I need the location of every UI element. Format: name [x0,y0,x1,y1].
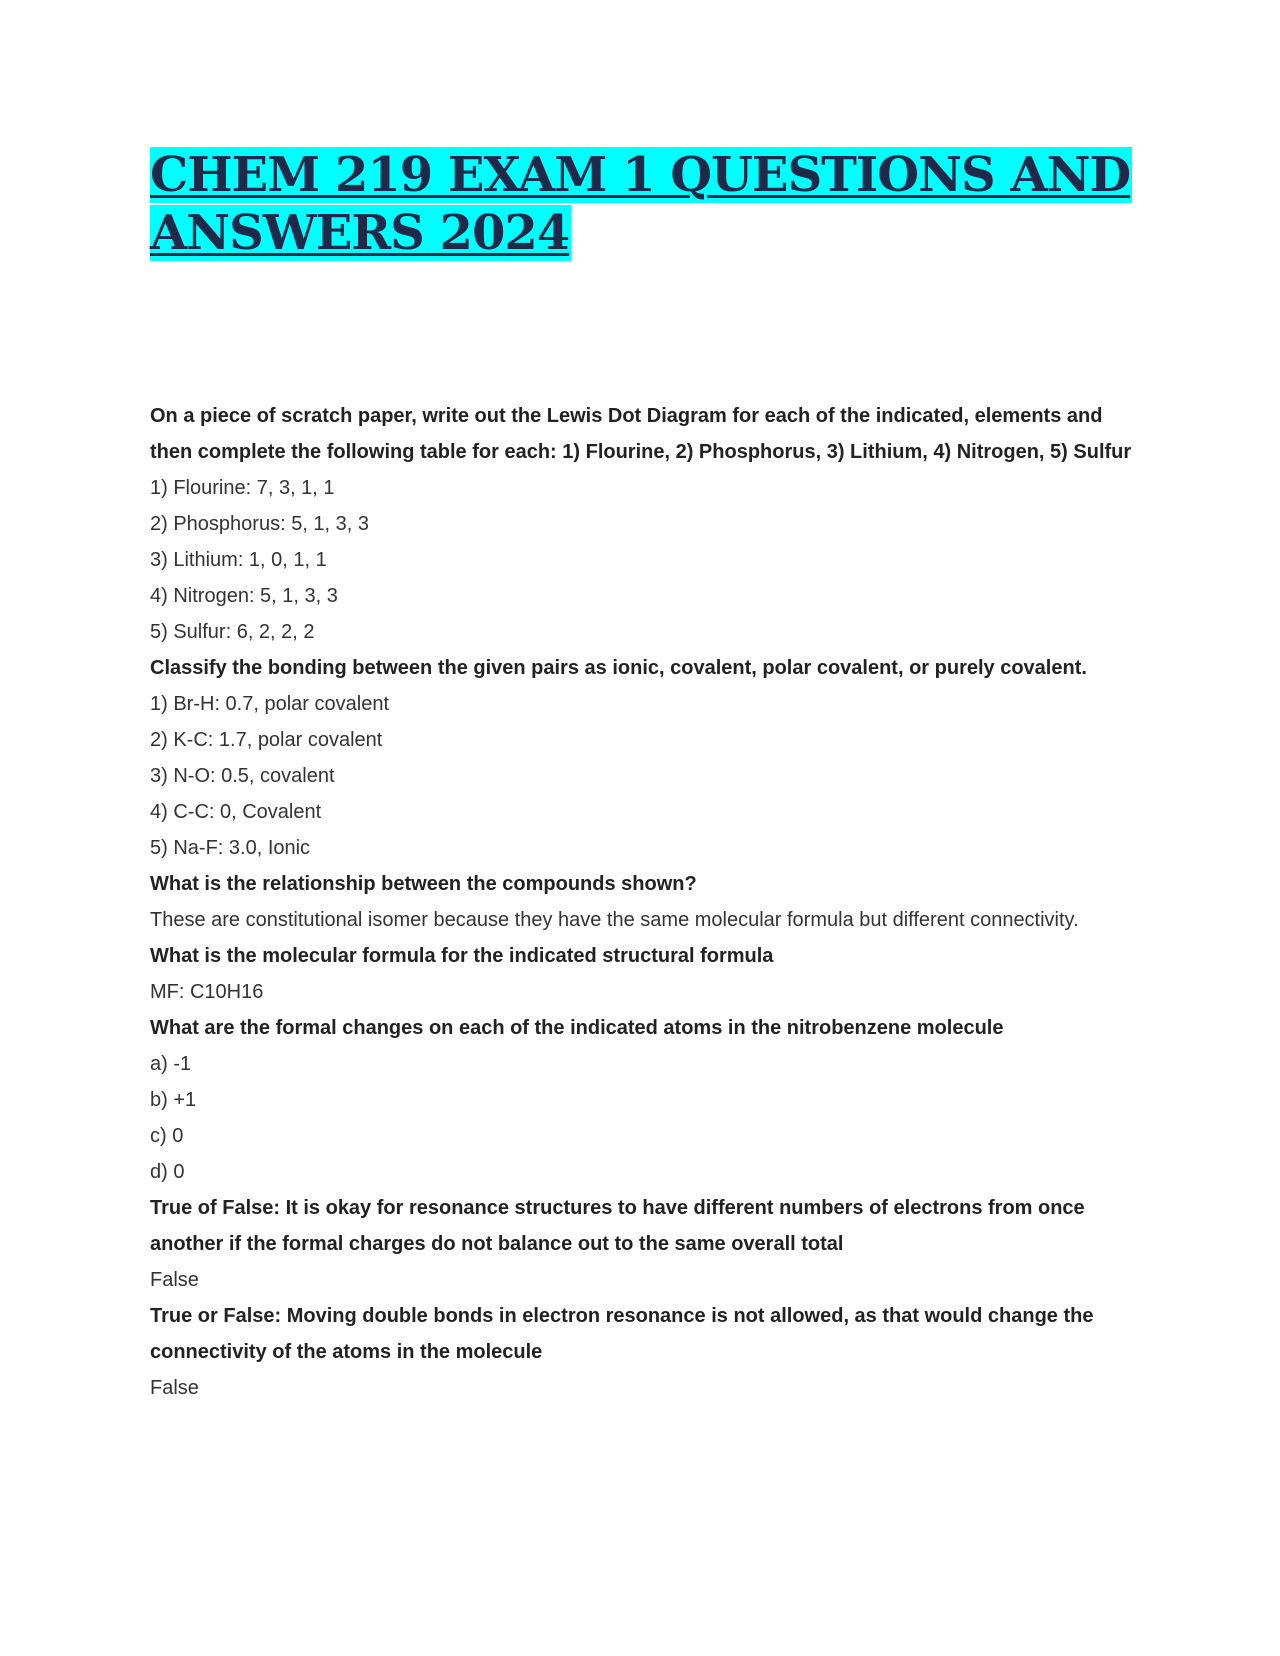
title-line-1: CHEM 219 EXAM 1 QUESTIONS AND [150,147,1131,203]
answer-text: 1) Flourine: 7, 3, 1, 1 [150,477,335,499]
question-text: What is the relationship between the compounds shown? [150,873,697,895]
question-text: On a piece of scratch paper, write out the Lewis Dot Diagram for each of the indicated, elements and then complete the following table for each: 1) Flourine, 2) Phosphorus, 3) Lithium, 4) Nitrogen, 5) Sulfur [150,405,1132,463]
answer-text: 4) C-C: 0, Covalent [150,801,322,823]
answer-text: d) 0 [150,1161,185,1183]
answer-text: False [150,1269,199,1291]
answer-text: 1) Br-H: 0.7, polar covalent [150,693,389,715]
answer-text: These are constitutional isomer because they have the same molecular formula but different connectivity. [150,909,1079,931]
answer-text: False [150,1377,199,1399]
document-page [150,146,1140,1406]
answer-text: 2) Phosphorus: 5, 1, 3, 3 [150,513,370,535]
question-text: What is the molecular formula for the indicated structural formula [150,945,774,967]
qa-content [150,398,1140,1406]
answer-text: 5) Sulfur: 6, 2, 2, 2 [150,621,315,643]
answer-text: 5) Na-F: 3.0, Ionic [150,837,311,859]
answer-text: 3) Lithium: 1, 0, 1, 1 [150,549,327,571]
answer-text: a) -1 [150,1053,192,1075]
question-text: Classify the bonding between the given pairs as ionic, covalent, polar covalent, or purely covalent. [150,657,1087,679]
answer-text: c) 0 [150,1125,184,1147]
question-text: What are the formal changes on each of the indicated atoms in the nitrobenzene molecule [150,1017,1004,1039]
title-line-2: ANSWERS 2024 [150,205,570,261]
answer-text: 4) Nitrogen: 5, 1, 3, 3 [150,585,338,607]
answer-text: MF: C10H16 [150,981,264,1003]
question-text: True of False: It is okay for resonance structures to have different numbers of electrons from once another if the formal charges do not balance out to the same overall total [150,1197,1085,1255]
document-title [150,146,1140,262]
question-text: True or False: Moving double bonds in electron resonance is not allowed, as that would change the connectivity of the atoms in the molecule [150,1305,1094,1363]
answer-text: 2) K-C: 1.7, polar covalent [150,729,383,751]
answer-text: 3) N-O: 0.5, covalent [150,765,335,787]
answer-text: b) +1 [150,1089,197,1111]
